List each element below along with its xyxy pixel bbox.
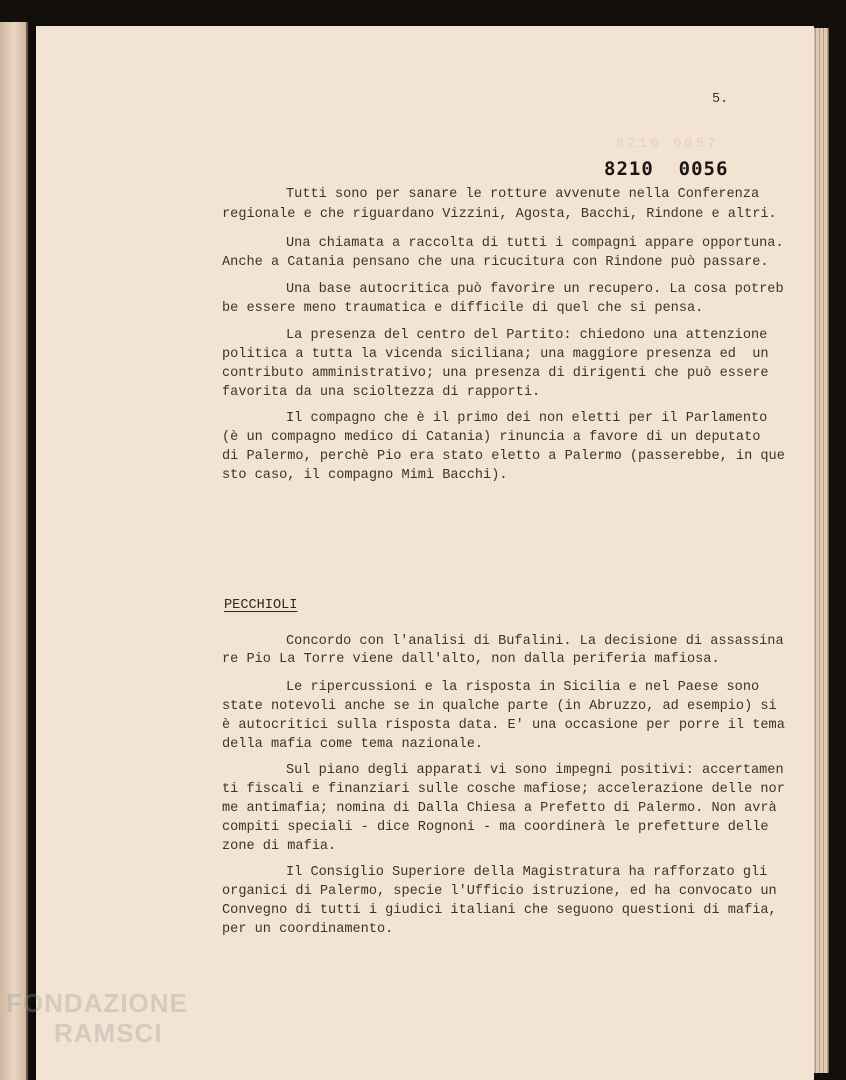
text-line: per un coordinamento. xyxy=(222,922,394,937)
watermark-line-2: RAMSCI xyxy=(54,1018,163,1048)
text-line: state notevoli anche se in qualche parte (in Abruzzo, ad esempio) si xyxy=(222,699,777,714)
text-line: Il compagno che è il primo dei non eletti per il Parlamento xyxy=(286,411,768,426)
text-line: Una chiamata a raccolta di tutti i compagni appare opportuna. xyxy=(286,236,784,251)
page-number: 5. xyxy=(712,92,729,107)
text-line: Concordo con l'analisi di Bufalini. La decisione di assassina xyxy=(286,634,784,649)
text-line: ti fiscali e finanziari sulle cosche mafiose; accelerazione delle nor xyxy=(222,782,785,797)
watermark-line-1: FONDAZIONE xyxy=(6,988,188,1018)
text-line: contributo amministrativo; una presenza di dirigenti che può essere xyxy=(222,366,769,381)
text-line: me antimafia; nomina di Dalla Chiesa a Prefetto di Palermo. Non avrà xyxy=(222,801,777,816)
section-heading: PECCHIOLI xyxy=(224,598,298,613)
text-line: sto caso, il compagno Mimì Bacchi). xyxy=(222,468,508,483)
text-line: Anche a Catania pensano che una ricucitura con Rindone può passare. xyxy=(222,255,769,270)
text-line: Le ripercussioni e la risposta in Sicilia e nel Paese sono xyxy=(286,680,760,695)
text-line: Il Consiglio Superiore della Magistratura ha rafforzato gli xyxy=(286,865,768,880)
archive-stamp: 8210 0056 xyxy=(604,158,729,180)
text-line: organici di Palermo, specie l'Ufficio istruzione, ed ha convocato un xyxy=(222,884,777,899)
text-line: Sul piano degli apparati vi sono impegni positivi: accertamen xyxy=(286,763,784,778)
text-line: politica a tutta la vicenda siciliana; una maggiore presenza ed un xyxy=(222,347,769,362)
text-line: Tutti sono per sanare le rotture avvenute nella Conferenza xyxy=(286,187,760,202)
text-line: be essere meno traumatica e difficile di quel che si pensa. xyxy=(222,301,704,316)
bleed-through-text: 8210 0057 xyxy=(616,136,719,152)
previous-page-edge xyxy=(0,22,28,1080)
document-page xyxy=(36,26,814,1080)
text-line: compiti speciali - dice Rognoni - ma coordinerà le prefetture delle xyxy=(222,820,769,835)
text-line: zone di mafia. xyxy=(222,839,337,854)
text-line: Una base autocritica può favorire un recupero. La cosa potreb xyxy=(286,282,784,297)
text-line: (è un compagno medico di Catania) rinuncia a favore di un deputato xyxy=(222,430,761,445)
fondazione-gramsci-watermark xyxy=(6,988,188,1048)
text-line: Convegno di tutti i giudici italiani che seguono questioni di mafia, xyxy=(222,903,777,918)
text-line: di Palermo, perchè Pio era stato eletto a Palermo (passerebbe, in que xyxy=(222,449,785,464)
text-line: della mafia come tema nazionale. xyxy=(222,737,484,752)
text-line: regionale e che riguardano Vizzini, Agosta, Bacchi, Rindone e altri. xyxy=(222,207,777,222)
text-line: favorita da una scioltezza di rapporti. xyxy=(222,385,541,400)
text-line: La presenza del centro del Partito: chiedono una attenzione xyxy=(286,328,768,343)
text-line: è autocritici sulla risposta data. E' una occasione per porre il tema xyxy=(222,718,785,733)
text-line: re Pio La Torre viene dall'alto, non dalla periferia mafiosa. xyxy=(222,652,720,667)
